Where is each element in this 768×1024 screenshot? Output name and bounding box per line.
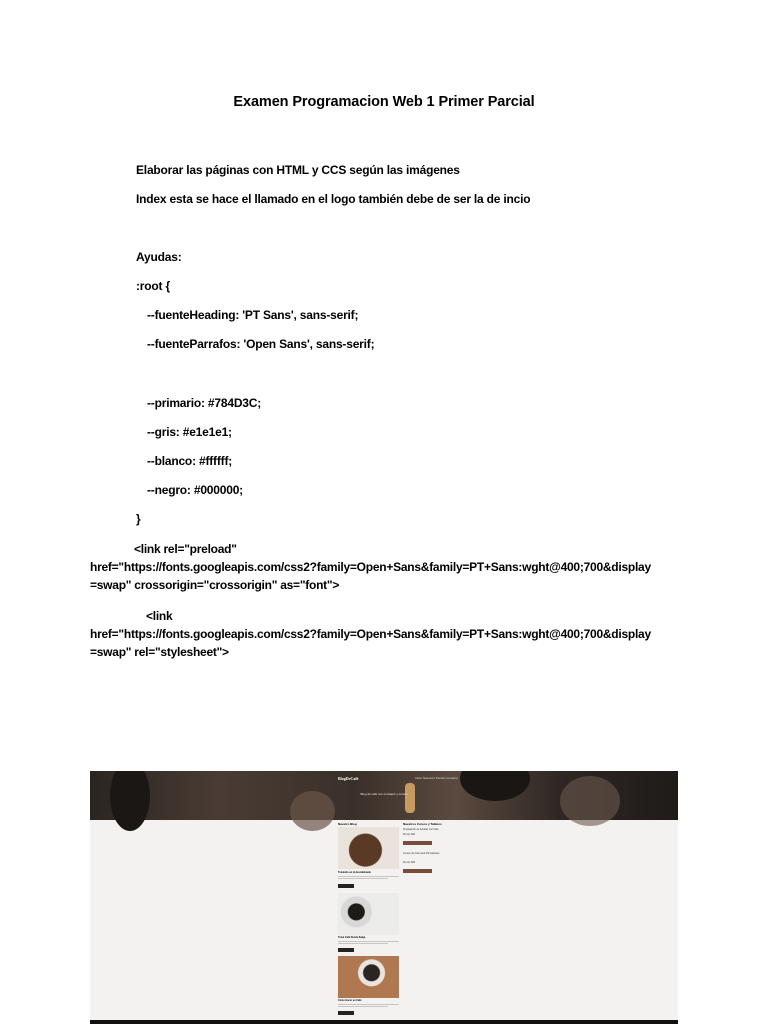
color-gray-var: --gris: #e1e1e1; [147,425,232,439]
link-stylesheet-block [90,607,680,661]
post-title[interactable]: Tomando un té descafeinado [338,871,371,874]
read-more-button[interactable] [338,1011,354,1015]
link-preload-open: <link rel="preload" [134,542,237,556]
logo[interactable]: BlogDeCafé [338,776,359,781]
blog-title: Nuestro Blog [338,822,357,826]
post-excerpt [338,941,399,942]
course-item: Preparación de bebidas con Café [403,828,439,831]
color-primary-var: --primario: #784D3C; [147,396,262,410]
color-white-var: --blanco: #ffffff; [147,454,233,468]
post-image [338,956,399,998]
read-more-button[interactable] [338,884,354,888]
root-close: } [136,512,141,526]
course-info-button[interactable] [403,841,432,845]
course-info-button[interactable] [403,869,432,873]
hero-banner [90,771,678,820]
course-price: Precio: $30 [403,861,416,864]
post-excerpt [338,943,388,944]
course-item: Cursos de Café para Principiantes [403,852,440,855]
hero-decor [460,771,530,801]
course-price: Precio: $40 [403,833,416,836]
post-excerpt [338,1004,399,1005]
read-more-button[interactable] [338,948,354,952]
font-heading-var: --fuenteHeading: 'PT Sans', sans-serif; [147,308,359,322]
help-heading: Ayudas: [136,250,182,264]
root-open: :root { [136,279,170,293]
footer [90,1020,678,1024]
hero-decor [560,776,620,826]
hero-decor [405,783,415,813]
post-image [338,893,399,935]
post-excerpt [338,878,388,879]
post-excerpt [338,1006,388,1007]
intro-line-1: Elaborar las páginas con HTML y CCS según las imágenes [136,163,460,177]
post-excerpt [338,876,399,877]
link-stylesheet-href: href="https://fonts.googleapis.com/css2?family=Open+Sans&family=PT+Sans:wght@400;700&display [90,627,651,641]
link-preload-href: href="https://fonts.googleapis.com/css2?family=Open+Sans&family=PT+Sans:wght@400;700&display [90,560,651,574]
main-content [338,821,442,1019]
link-stylesheet-end: =swap" rel="stylesheet"> [90,645,229,659]
post-title[interactable]: Cómo Hacer un Café [338,999,362,1002]
hero-tagline: Blog de café con consejos y cursos [360,792,408,796]
main-nav[interactable]: Inicio Nosotros Tienda Contacto [415,776,458,780]
intro-line-2: Index esta se hace el llamado en el logo también debe de ser la de incio [136,192,531,206]
document-title: Examen Programacion Web 1 Primer Parcial [233,94,535,110]
courses-title: Nuestros Cursos y Talleres [403,822,442,826]
hero-decor [290,791,335,831]
post-image [338,827,399,869]
color-black-var: --negro: #000000; [147,483,243,497]
reference-screenshot [90,771,678,1024]
link-stylesheet-open: <link [146,609,173,623]
post-title[interactable]: Toma Café Donde Salga [338,936,366,939]
link-preload-end: =swap" crossorigin="crossorigin" as="font"> [90,578,340,592]
hero-decor [110,771,150,831]
font-paragraph-var: --fuenteParrafos: 'Open Sans', sans-serif; [147,337,375,351]
link-preload-block [90,540,680,594]
